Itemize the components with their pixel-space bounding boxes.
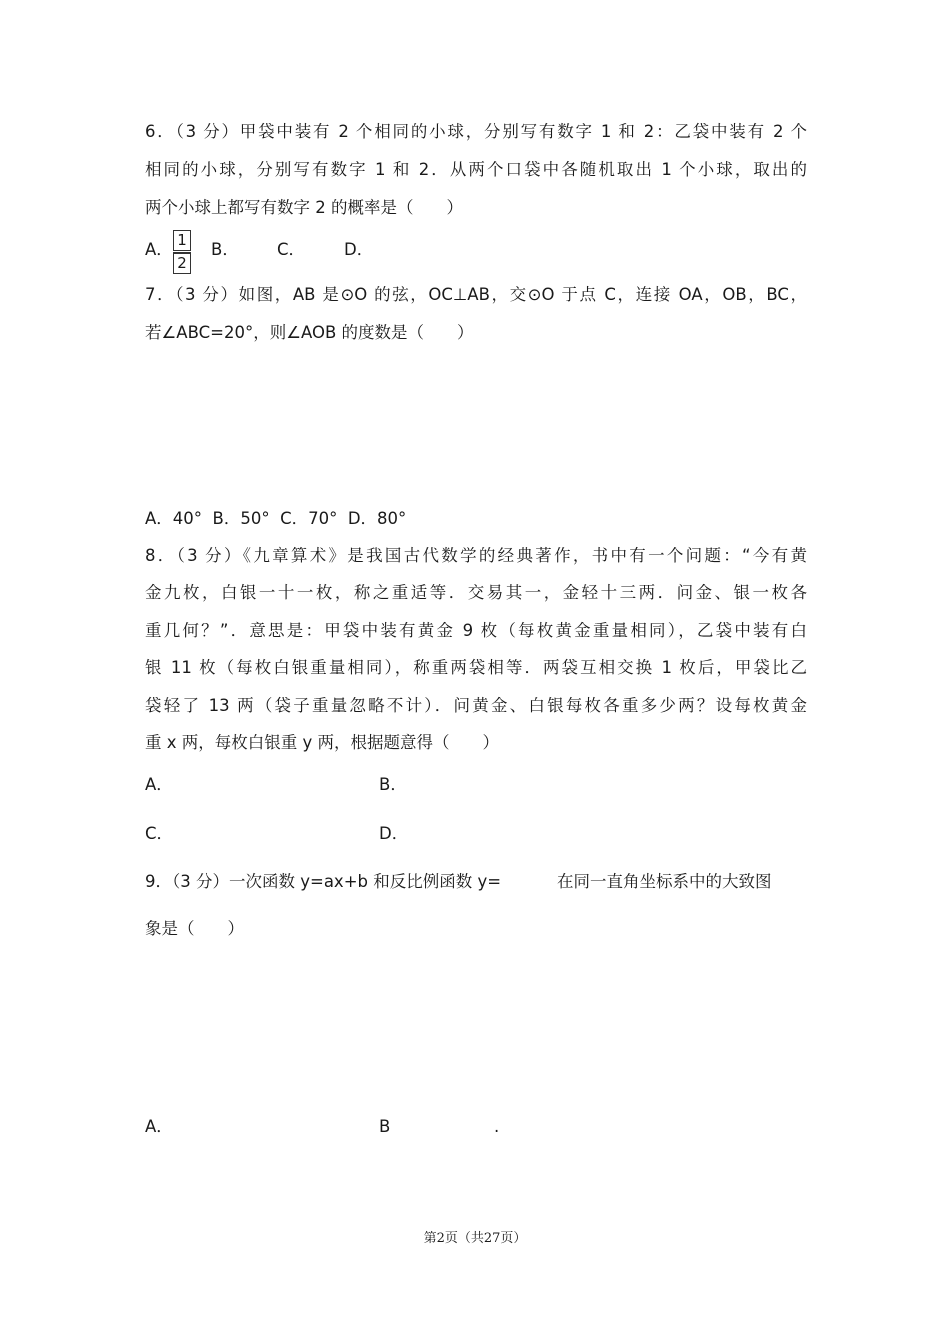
q9-text-line-2: 象是（ ） [145, 919, 244, 938]
q8-text-line-2: 金九枚，白银一十一枚，称之重适等．交易其一，金轻十三两．问金、银一枚各 [145, 583, 807, 602]
fraction-numerator: 1 [173, 230, 191, 251]
q8-option-d: D． [379, 824, 409, 843]
q8-option-b: B． [379, 775, 407, 794]
q6-option-b: B． [211, 240, 239, 259]
q8-text-line-4: 银 11 枚（每枚白银重量相同），称重两袋相等．两袋互相交换 1 枚后，甲袋比乙 [145, 658, 807, 677]
q9-option-a: A． [145, 1117, 173, 1136]
q6-option-c: C． [277, 240, 306, 259]
q9-text-line-1-part-1: 9．（3 分）一次函数 y=ax+b 和反比例函数 y= [145, 872, 502, 891]
q7-text-line-2: 若∠ABC=20°，则∠AOB 的度数是（ ） [145, 323, 474, 342]
q7-options: A．40° B．50° C．70° D．80° [145, 509, 407, 528]
fraction-denominator: 2 [173, 253, 191, 274]
q6-text-line-3: 两个小球上都写有数字 2 的概率是（ ） [145, 198, 463, 217]
q9-option-b-trailing-dot: . [494, 1117, 500, 1136]
q6-text-line-1: 6．（3 分）甲袋中装有 2 个相同的小球，分别写有数字 1 和 2：乙袋中装有 2 个 [145, 122, 807, 141]
q6-option-a-fraction [173, 230, 191, 274]
page-number-footer: 第2页（共27页） [423, 1231, 527, 1246]
q6-text-line-2: 相同的小球，分别写有数字 1 和 2．从两个口袋中各随机取出 1 个小球，取出的 [145, 160, 807, 179]
q8-text-line-6: 重 x 两，每枚白银重 y 两，根据题意得（ ） [145, 733, 500, 752]
q8-option-a: A． [145, 775, 173, 794]
q6-option-d: D． [344, 240, 374, 259]
q9-text-line-1-part-2: 在同一直角坐标系中的大致图 [557, 872, 772, 891]
q8-text-line-1: 8．（3 分）《九章算术》是我国古代数学的经典著作，书中有一个问题：“今有黄 [145, 546, 807, 565]
q9-option-b: B [379, 1117, 391, 1136]
q7-text-line-1: 7．（3 分）如图，AB 是⊙O 的弦，OC⊥AB，交⊙O 于点 C，连接 OA，OB，BC， [145, 285, 807, 304]
q8-text-line-5: 袋轻了 13 两（袋子重量忽略不计）．问黄金、白银每枚各重多少两？设每枚黄金 [145, 696, 807, 715]
q8-option-c: C． [145, 824, 174, 843]
q8-text-line-3: 重几何？”．意思是：甲袋中装有黄金 9 枚（每枚黄金重量相同），乙袋中装有白 [145, 621, 807, 640]
q6-option-a: A． [145, 240, 173, 259]
